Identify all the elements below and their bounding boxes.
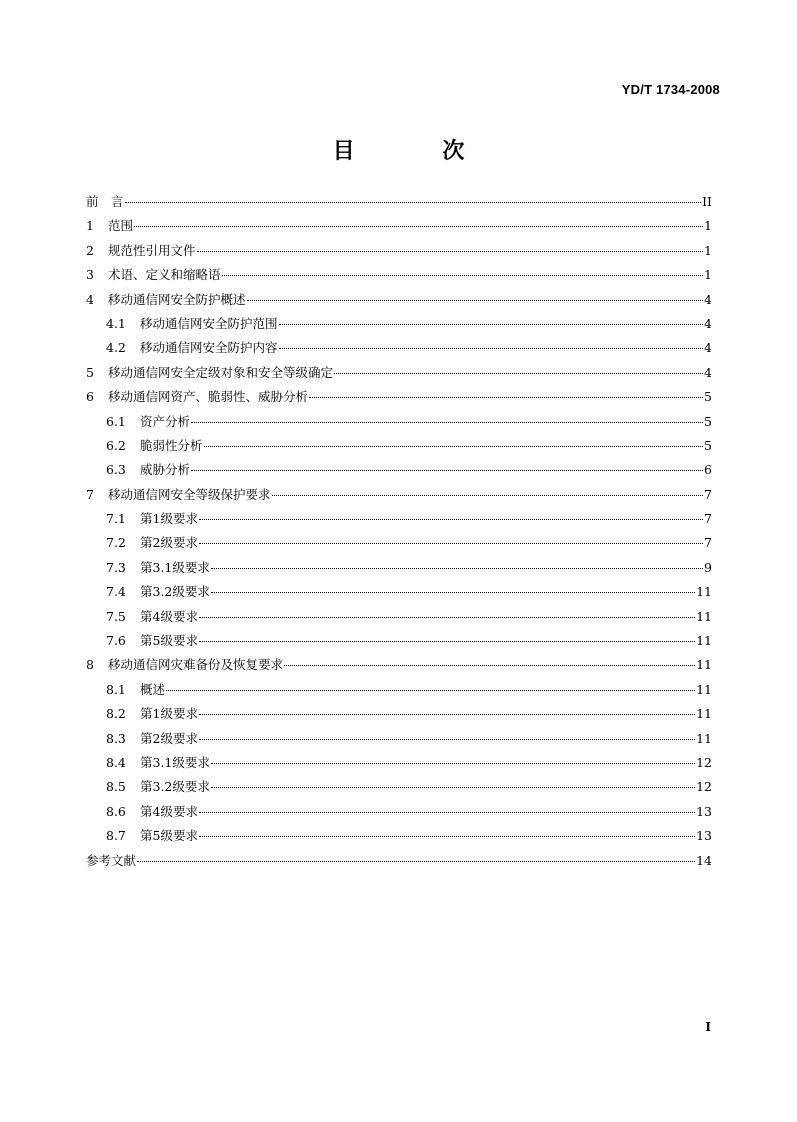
toc-entry-title: 范围 [108,218,134,234]
toc-entry-title: 移动通信网灾难备份及恢复要求 [108,657,284,673]
toc-entry-page: 7 [704,486,712,502]
dot-leader [284,664,695,666]
toc-entry[interactable] [86,385,712,409]
toc-entry-page: 4 [704,340,712,356]
toc-entry-title: 概述 [140,681,166,697]
dot-leader [211,567,703,569]
toc-entry-title: 第3.1级要求 [140,559,210,575]
toc-entry[interactable] [86,727,712,751]
table-of-contents [86,190,712,873]
toc-entry[interactable] [86,824,712,848]
toc-entry[interactable] [86,214,712,238]
toc-entry[interactable] [86,629,712,653]
toc-entry-title: 资产分析 [140,413,191,429]
toc-entry-page: 11 [696,633,712,649]
toc-entry-number: 8.6 [106,803,126,819]
toc-entry[interactable] [86,263,712,287]
toc-entry-title: 威胁分析 [140,462,191,478]
toc-entry-number: 8.5 [106,779,126,795]
toc-entry[interactable] [86,800,712,824]
toc-entry-page: 12 [696,779,712,795]
toc-entry-title: 第5级要求 [140,828,198,844]
toc-entry-page: 4 [704,315,712,331]
dot-leader [211,591,695,593]
toc-entry-number: 8.7 [106,828,126,844]
toc-entry[interactable] [86,361,712,385]
dot-leader [279,323,703,325]
toc-entry-page: 4 [704,364,712,380]
toc-entry[interactable] [86,702,712,726]
toc-entry-title: 第3.2级要求 [140,584,210,600]
toc-entry-title: 移动通信网安全定级对象和安全等级确定 [108,364,334,380]
dot-leader [134,225,703,227]
dot-leader [309,396,703,398]
toc-entry-title: 第1级要求 [140,511,198,527]
toc-entry[interactable] [86,190,712,214]
toc-entry-number: 1 [86,218,94,234]
toc-entry[interactable] [86,751,712,775]
toc-entry-title: 第3.1级要求 [140,754,210,770]
toc-entry-number: 7.2 [106,535,126,551]
toc-entry[interactable] [86,410,712,434]
toc-entry-number: 5 [86,364,94,380]
toc-entry[interactable] [86,458,712,482]
toc-entry-title: 移动通信网资产、脆弱性、威胁分析 [108,389,309,405]
dot-leader [199,518,703,520]
page-number: I [705,1020,711,1034]
toc-entry-number: 6.2 [106,437,126,453]
toc-entry-number: 4 [86,291,94,307]
toc-entry-number: 2 [86,242,94,258]
dot-leader [166,689,695,691]
dot-leader [191,469,703,471]
dot-leader [247,299,703,301]
dot-leader [211,786,695,788]
dot-leader [222,274,703,276]
toc-entry-page: 14 [696,852,712,868]
toc-entry[interactable] [86,580,712,604]
toc-entry-title: 脆弱性分析 [140,437,203,453]
toc-entry-page: 11 [696,584,712,600]
dot-leader [211,762,695,764]
toc-entry-number: 7.4 [106,584,126,600]
dot-leader [272,494,703,496]
toc-entry-number: 4.1 [106,315,126,331]
toc-entry-page: 6 [704,462,712,478]
dot-leader [334,372,703,374]
toc-entry[interactable] [86,239,712,263]
toc-entry-page: 1 [704,218,712,234]
toc-entry[interactable] [86,678,712,702]
toc-entry-page: 9 [704,559,712,575]
dot-leader [125,201,702,203]
toc-entry-title: 术语、定义和缩略语 [108,267,221,283]
toc-entry-page: 11 [696,657,712,673]
toc-entry-page: 5 [704,413,712,429]
toc-entry-page: 13 [696,828,712,844]
dot-leader [137,860,695,862]
dot-leader [199,835,695,837]
toc-entry-number: 6.1 [106,413,126,429]
toc-entry-number: 7.3 [106,559,126,575]
toc-entry-title: 第2级要求 [140,535,198,551]
toc-entry-number: 7.1 [106,511,126,527]
toc-entry-title: 移动通信网安全防护概述 [108,291,246,307]
toc-entry[interactable] [86,531,712,555]
toc-entry-number: 7.5 [106,608,126,624]
toc-entry-page: 4 [704,291,712,307]
toc-entry-page: 11 [696,608,712,624]
toc-entry-title: 参考文献 [86,852,137,868]
toc-entry-page: 13 [696,803,712,819]
toc-entry-number: 8.2 [106,706,126,722]
toc-entry-page: 7 [704,535,712,551]
toc-entry[interactable] [86,483,712,507]
toc-entry-page: 5 [704,389,712,405]
toc-entry[interactable] [86,775,712,799]
dot-leader [199,542,703,544]
toc-entry[interactable] [86,653,712,677]
toc-entry-page: 1 [704,267,712,283]
toc-entry-number: 8.1 [106,681,126,697]
dot-leader [197,250,703,252]
toc-title: 目 次 [332,138,491,164]
dot-leader [199,640,695,642]
toc-entry-title: 第4级要求 [140,803,198,819]
toc-entry[interactable] [86,507,712,531]
toc-entry[interactable] [86,605,712,629]
toc-entry-number: 3 [86,267,94,283]
dot-leader [279,347,703,349]
document-code: YD/T 1734-2008 [621,82,720,97]
toc-entry-page: 1 [704,242,712,258]
toc-entry-title: 前 言 [86,194,124,209]
toc-entry[interactable] [86,288,712,312]
dot-leader [199,616,695,618]
toc-entry-page: 12 [696,754,712,770]
toc-entry-number: 6.3 [106,462,126,478]
toc-entry-page: 11 [696,681,712,697]
toc-entry[interactable] [86,434,712,458]
toc-entry[interactable] [86,312,712,336]
toc-entry-title: 第5级要求 [140,633,198,649]
dot-leader [191,421,703,423]
toc-entry-number: 6 [86,389,94,405]
dot-leader [199,811,695,813]
toc-entry-page: 11 [696,706,712,722]
toc-entry-title: 规范性引用文件 [108,242,196,258]
toc-entry-number: 7.6 [106,633,126,649]
toc-entry-number: 8 [86,657,94,673]
toc-entry-number: 8.3 [106,730,126,746]
dot-leader [199,738,695,740]
toc-entry-title: 移动通信网安全等级保护要求 [108,486,271,502]
toc-entry-number: 8.4 [106,754,126,770]
toc-entry-title: 移动通信网安全防护范围 [140,315,278,331]
toc-entry-page: 7 [704,511,712,527]
toc-entry-page: 5 [704,437,712,453]
toc-entry-title: 第3.2级要求 [140,779,210,795]
toc-entry[interactable] [86,336,712,360]
toc-entry-title: 移动通信网安全防护内容 [140,340,278,356]
toc-entry-number: 7 [86,486,94,502]
dot-leader [199,713,695,715]
toc-entry-title: 第2级要求 [140,730,198,746]
toc-entry-title: 第4级要求 [140,608,198,624]
toc-entry-page: 11 [696,730,712,746]
toc-entry-number: 4.2 [106,340,126,356]
toc-entry-page: II [702,194,712,209]
toc-entry-title: 第1级要求 [140,706,198,722]
toc-entry[interactable] [86,556,712,580]
dot-leader [204,445,703,447]
toc-entry[interactable] [86,849,712,873]
